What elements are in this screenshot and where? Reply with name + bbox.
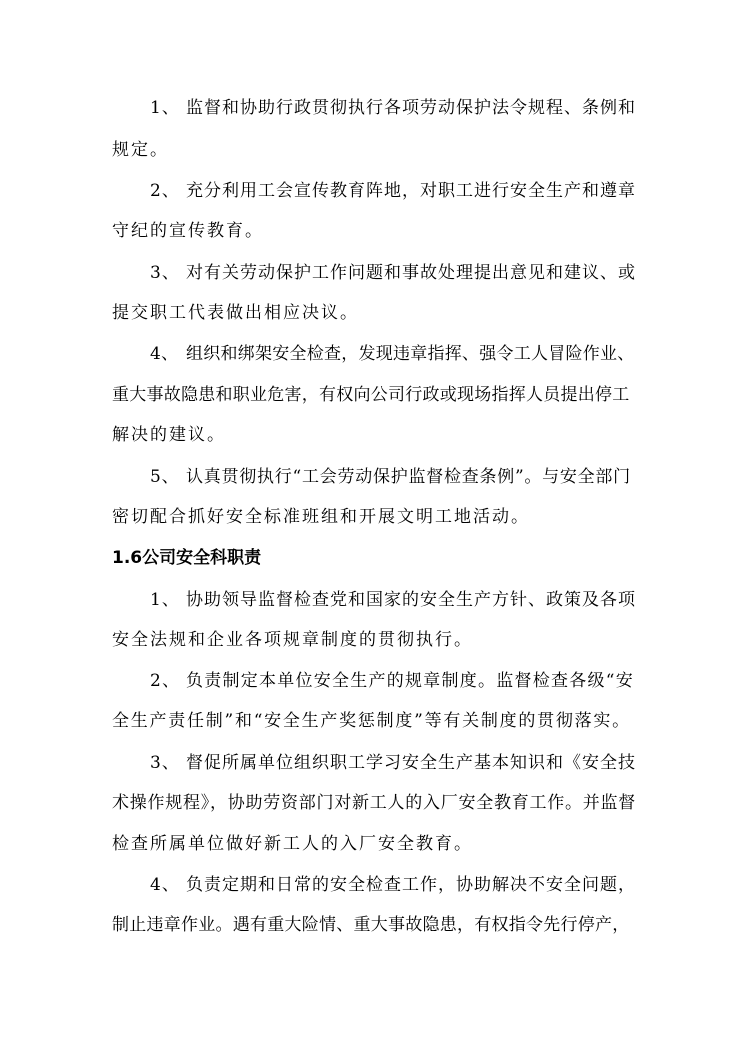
item-number: 3、 bbox=[150, 753, 180, 773]
line-text: 规定。 bbox=[112, 140, 169, 160]
paragraph-line bbox=[112, 139, 636, 161]
item-number: 4、 bbox=[150, 875, 180, 895]
item-number: 4、 bbox=[150, 344, 179, 364]
paragraph-line bbox=[150, 97, 636, 119]
line-text: 认真贯彻执行“工会劳动保护监督检查条例”。与安全部门 bbox=[186, 467, 631, 487]
line-text: 组织和绑架安全检查，发现违章指挥、强令工人冒险作业、 bbox=[186, 344, 635, 364]
line-text: 密切配合抓好安全标准班组和开展文明工地活动。 bbox=[112, 507, 530, 527]
item-number: 5、 bbox=[150, 467, 180, 487]
line-text: 协助领导监督检查党和国家的安全生产方针、政策及各项 bbox=[186, 590, 636, 610]
line-text: 解决的建议。 bbox=[112, 425, 226, 445]
line-text: 守纪的宣传教育。 bbox=[112, 221, 264, 241]
paragraph-line bbox=[150, 466, 636, 488]
paragraph-line bbox=[112, 629, 636, 651]
item-number: 1、 bbox=[150, 98, 180, 118]
line-text: 制止违章作业。遇有重大险情、重大事故隐患，有权指令先行停产， bbox=[112, 915, 630, 935]
line-text: 术操作规程》，协助劳资部门对新工人的入厂安全教育工作。并监督 bbox=[112, 793, 636, 813]
paragraph-line bbox=[112, 710, 636, 732]
paragraph-line bbox=[112, 833, 636, 855]
paragraph-line bbox=[150, 262, 636, 284]
line-text: 全生产责任制”和“安全生产奖惩制度”等有关制度的贯彻落实。 bbox=[112, 711, 631, 731]
line-text: 负责定期和日常的安全检查工作，协助解决不安全问题， bbox=[186, 875, 636, 895]
line-text: 提交职工代表做出相应决议。 bbox=[112, 303, 359, 323]
item-number: 1、 bbox=[150, 590, 180, 610]
paragraph-line bbox=[150, 874, 636, 896]
paragraph-line bbox=[112, 424, 636, 446]
paragraph-line bbox=[112, 384, 636, 406]
paragraph-line bbox=[112, 792, 636, 814]
line-text: 督促所属单位组织职工学习安全生产基本知识和《安全技 bbox=[186, 753, 636, 773]
line-text: 充分利用工会宣传教育阵地，对职工进行安全生产和遵章 bbox=[186, 181, 636, 201]
line-text: 监督和协助行政贯彻执行各项劳动保护法令规程、条例和 bbox=[186, 98, 636, 118]
paragraph-line bbox=[150, 343, 636, 365]
item-number: 3、 bbox=[150, 263, 180, 283]
paragraph-line bbox=[112, 220, 636, 242]
paragraph-line bbox=[112, 302, 636, 324]
paragraph-line bbox=[112, 506, 636, 528]
paragraph-line bbox=[150, 670, 636, 692]
line-text: 重大事故隐患和职业危害，有权向公司行政或现场指挥人员提出停工 bbox=[112, 385, 630, 405]
item-number: 2、 bbox=[150, 671, 181, 691]
paragraph-line bbox=[150, 589, 636, 611]
paragraph-line bbox=[150, 752, 636, 774]
section-heading: 1.6公司安全科职责 bbox=[112, 548, 262, 568]
item-number: 2、 bbox=[150, 181, 180, 201]
paragraph-line bbox=[150, 180, 636, 202]
paragraph-line bbox=[112, 914, 636, 936]
line-text: 安全法规和企业各项规章制度的贯彻执行。 bbox=[112, 630, 473, 650]
line-text: 检查所属单位做好新工人的入厂安全教育。 bbox=[112, 834, 473, 854]
line-text: 对有关劳动保护工作问题和事故处理提出意见和建议、或 bbox=[186, 263, 636, 283]
line-text: 负责制定本单位安全生产的规章制度。监督检查各级“安 bbox=[186, 671, 634, 691]
